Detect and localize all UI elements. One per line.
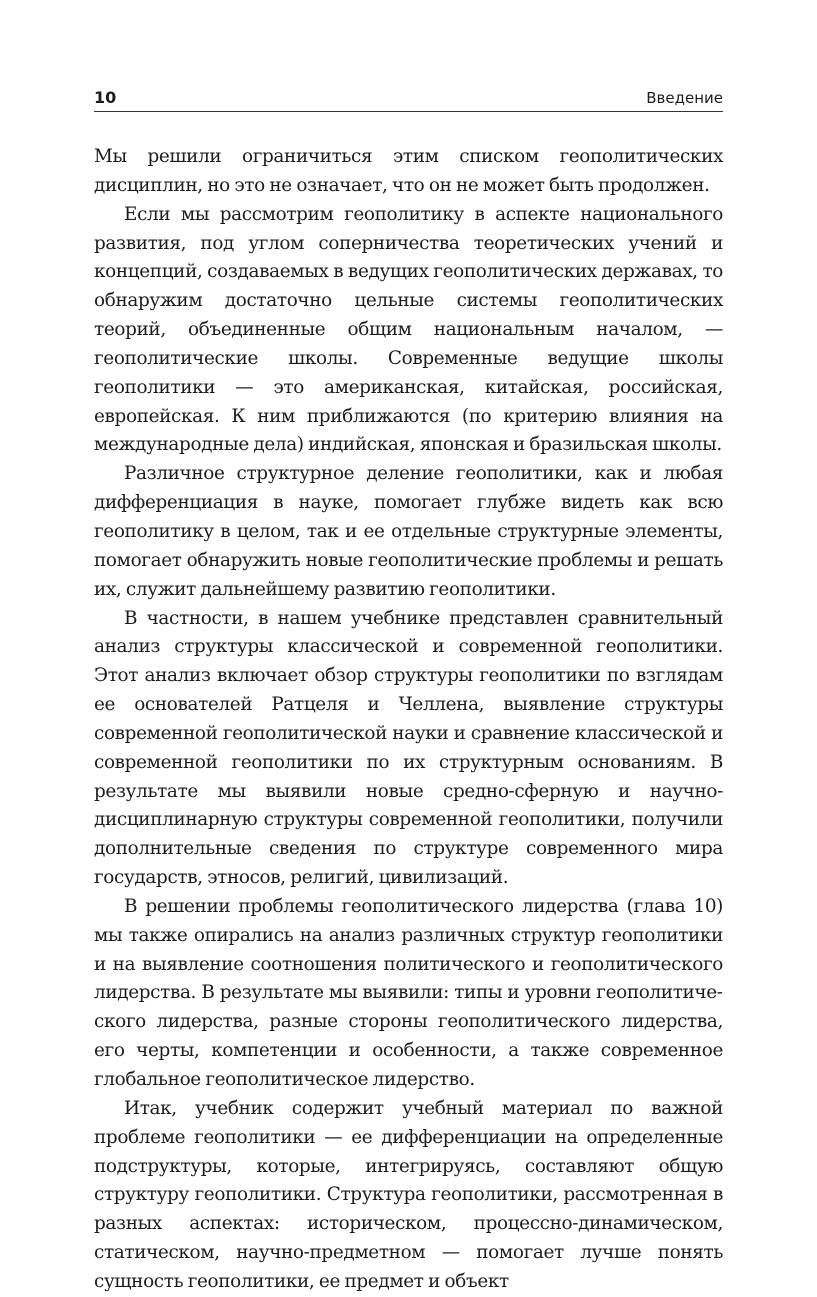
page-number: 10 — [94, 88, 117, 107]
paragraph: Различное структурное деление геополитики, как и любая дифференциация в науке, помогает глубже видеть как всю геополитику в целом, так и ее отдельные структурные элементы, помогает обнаружить новые геополитические проблемы и решать их, служит дальнейшему развитию геополитики. — [94, 463, 723, 600]
header-rule — [94, 111, 723, 112]
body-text — [94, 143, 723, 1297]
page-header — [94, 86, 723, 110]
paragraph: В решении проблемы геополитического лидерства (глава 10) мы также опирались на анализ различных структур геополитики и на выявление соотношения политического и геополитического лидерства. В результате мы выявили: типы и уровни геополитического лидерства, разные стороны геополитического лидерства, его черты, компетенции и особенности, а также современное глобальное геополитическое лидерство. — [94, 895, 723, 1090]
paragraph: Если мы рассмотрим геополитику в аспекте национального развития, под углом соперничества теоретических учений и концепций, создаваемых в ведущих геополитических державах, то обнаружим достаточно цельные системы геополитических теорий, объединенные общим национальным началом, — геополитические школы. Современные ведущие школы геополитики — это американская, китайская, российская, европейская. К ним приближаются (по критерию влияния на международные дела) индийская, японская и бразильская школы. — [94, 203, 723, 456]
paragraph: В частности, в нашем учебнике представлен сравнительный анализ структуры классической и современной геополитики. Этот анализ включает обзор структуры геополитики по взглядам ее основателей Ратцеля и Челлена, выявление структуры современной геополитической науки и сравнение классической и современной геополитики по их структурным основаниям. В результате мы выявили новые средно-сферную и научно-дисциплинарную структуры современной геополитики, получили дополнительные сведения по структуре современного мира государств, этносов, религий, цивилизаций. — [94, 607, 723, 889]
running-head: Введение — [646, 89, 723, 107]
paragraph: Итак, учебник содержит учебный материал по важной проблеме геополитики — ее дифференциации на определенные подструктуры, которые, интегрируясь, составляют общую структуру геополитики. Структура геополитики, рассмотренная в разных аспектах: историческом, процессно-динамическом, статическом, научно-предметном — помогает лучше понять сущность геополитики, ее предмет и объект — [94, 1097, 723, 1292]
paragraph-continued: Мы решили ограничиться этим списком геополитических дисциплин, но это не означает, что он не может быть продолжен. — [94, 146, 723, 196]
